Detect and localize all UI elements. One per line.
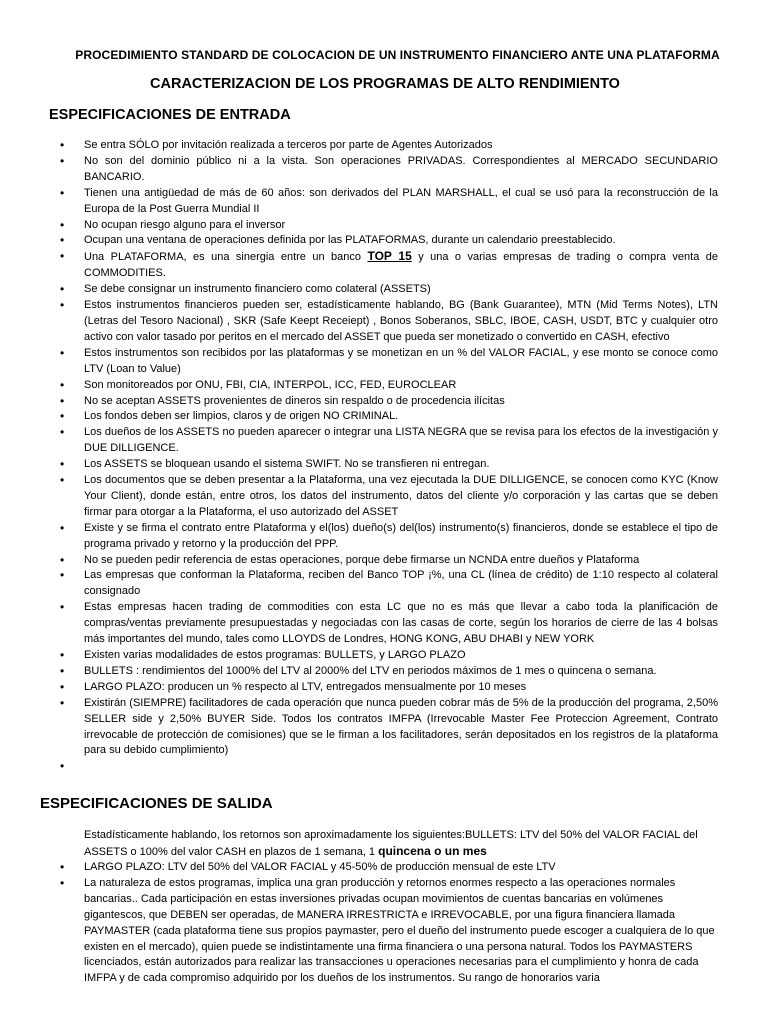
- list-item: • BULLETS : rendimientos del 1000% del LTV al 2000% del LTV en periodos máximos de 1 mes o quincena o semana.: [58, 664, 718, 680]
- list-item: • Los fondos deben ser limpios, claros y de origen NO CRIMINAL.: [58, 409, 718, 425]
- list-item: • Los ASSETS se bloquean usando el sistema SWIFT. No se transfieren ni entregan.: [58, 457, 718, 473]
- list-item: • Son monitoreados por ONU, FBI, CIA, INTERPOL, ICC, FED, EUROCLEAR: [58, 378, 718, 394]
- salida-intro-text: Estadísticamente hablando, los retornos son aproximadamente los siguientes:BULLETS: LTV del 50% del VALOR FACIAL del ASSETS o 100% del valor CASH en plazos de 1 semana, 1: [84, 829, 698, 858]
- document-subtitle: CARACTERIZACION DE LOS PROGRAMAS DE ALTO RENDIMIENTO: [150, 76, 620, 92]
- plataforma-text-before: Una PLATAFORMA, es una sinergia entre un banco: [84, 251, 368, 264]
- list-item: • No ocupan riesgo alguno para el inversor: [58, 218, 718, 234]
- top15-emphasis: TOP 15: [367, 249, 412, 264]
- salida-list: [58, 860, 718, 987]
- list-item: • Estas empresas hacen trading de commodities con esta LC que no es más que llevar a cabo toda la planificación de compras/ventas previamente presupuestadas y negociadas con las casas de corte, según los horarios de cierre de las 4 bolsas más importantes del mundo, tales como LLOYDS de Londres, HONG KONG, ABU DHABI y NEW YORK: [58, 600, 718, 648]
- list-item: • Existen varias modalidades de estos programas: BULLETS, y LARGO PLAZO: [58, 648, 718, 664]
- list-item: • Existirán (SIEMPRE) facilitadores de cada operación que nunca pueden cobrar más de 5% de la producción del programa, 2,50% SELLER side y 2,50% BUYER Side. Todos los contratos IMFPA (Irrevocable Master Fee Proteccion Agreement, Contrato irrevocable de protección de comisiones) que se le firman a los facilitadores, serán depositados en los registros de la plataforma para su debido cumplimiento): [58, 696, 718, 760]
- list-item-plataforma: [58, 249, 718, 282]
- document-title: PROCEDIMIENTO STANDARD DE COLOCACION DE UN INSTRUMENTO FINANCIERO ANTE UNA PLATAFORMA: [75, 48, 720, 62]
- list-item-empty: [58, 759, 718, 775]
- entrada-list: [58, 138, 718, 775]
- salida-intro-emphasis: quincena o un mes: [378, 843, 487, 858]
- list-item: • No son del dominio público ni a la vista. Son operaciones PRIVADAS. Correspondientes al MERCADO SECUNDARIO BANCARIO.: [58, 154, 718, 186]
- list-item: • Estos instrumentos son recibidos por las plataformas y se monetizan en un % del VALOR FACIAL, y ese monto se conoce como LTV (Loan to Value): [58, 346, 718, 378]
- list-item: • Tienen una antigüedad de más de 60 años: son derivados del PLAN MARSHALL, el cual se usó para la reconstrucción de la Europa de la Post Guerra Mundial II: [58, 186, 718, 218]
- list-item: • No se aceptan ASSETS provenientes de dineros sin respaldo o de procedencia ilícitas: [58, 394, 718, 410]
- list-item: • Las empresas que conforman la Plataforma, reciben del Banco TOP ¡%, una CL (línea de crédito) de 1:10 respecto al colateral consignado: [58, 568, 718, 600]
- list-item: • Se debe consignar un instrumento financiero como colateral (ASSETS): [58, 282, 718, 298]
- entrada-heading: ESPECIFICACIONES DE ENTRADA: [49, 107, 291, 123]
- list-item: • La naturaleza de estos programas, implica una gran producción y retornos enormes respecto a las operaciones normales bancarias.. Cada participación en estas inversiones privadas ocupan movimientos de cuentas bancarias en volúmenes gigantescos, que DEBEN ser operadas, de MANERA IRRESTRICTA e IRREVOCABLE, por una figura financiera llamada PAYMASTER (cada plataforma tiene sus propios paymaster, pero el dueño del instrumento puede escoger a cualquiera de lo que existen en el mercado), quien puede se indistintamente una firma financiera o una persona natural. Todos los PAYMASTERS licenciados, están autorizados para realizar las transacciones u operaciones necesarias para el cumplimiento y honra de cada IMFPA y de cada compromiso adquirido por los dueños de los instrumentos. Su rango de honorarios varia: [58, 876, 718, 987]
- list-item: • LARGO PLAZO: LTV del 50% del VALOR FACIAL y 45-50% de producción mensual de este LTV: [58, 860, 718, 876]
- list-item: • No se pueden pedir referencia de estas operaciones, porque debe firmarse un NCNDA entre dueños y Plataforma: [58, 553, 718, 569]
- salida-intro: [84, 828, 714, 861]
- list-item: • LARGO PLAZO: producen un % respecto al LTV, entregados mensualmente por 10 meses: [58, 680, 718, 696]
- list-item: • Estos instrumentos financieros pueden ser, estadísticamente hablando, BG (Bank Guarantee), MTN (Mid Terms Notes), LTN (Letras del Tesoro Nacional) , SKR (Safe Keept Receiept) , Bonos Soberanos, SBLC, IBOE, CASH, USDT, BTC y cualquier otro activo con valor tasado por peritos en el mercado del ASSET que pueda ser monetizado o convertido en CASH, efectivo: [58, 298, 718, 346]
- list-item: • Ocupan una ventana de operaciones definida por las PLATAFORMAS, durante un calendario preestablecido.: [58, 233, 718, 249]
- plataforma-text-after: y una o varias empresas de trading o compra venta de COMMODITIES.: [84, 251, 719, 280]
- list-item: • Existe y se firma el contrato entre Plataforma y el(los) dueño(s) del(los) instrumento(s) financieros, donde se establece el tipo de programa privado y retorno y la producción del PPP.: [58, 521, 718, 553]
- list-item: • Se entra SÓLO por invitación realizada a terceros por parte de Agentes Autorizados: [58, 138, 718, 154]
- list-item: • Los documentos que se deben presentar a la Plataforma, una vez ejecutada la DUE DILLIGENCE, se conocen como KYC (Know Your Client), donde están, entre otros, los datos del instrumento, datos del cliente y/o corporación y las cartas que se deben firmar para otorgar a la Plataforma, el uso autorizado del ASSET: [58, 473, 718, 521]
- list-item: • Los dueños de los ASSETS no pueden aparecer o integrar una LISTA NEGRA que se revisa para los efectos de la investigación y DUE DILLIGENCE.: [58, 425, 718, 457]
- salida-heading: ESPECIFICACIONES DE SALIDA: [40, 795, 273, 812]
